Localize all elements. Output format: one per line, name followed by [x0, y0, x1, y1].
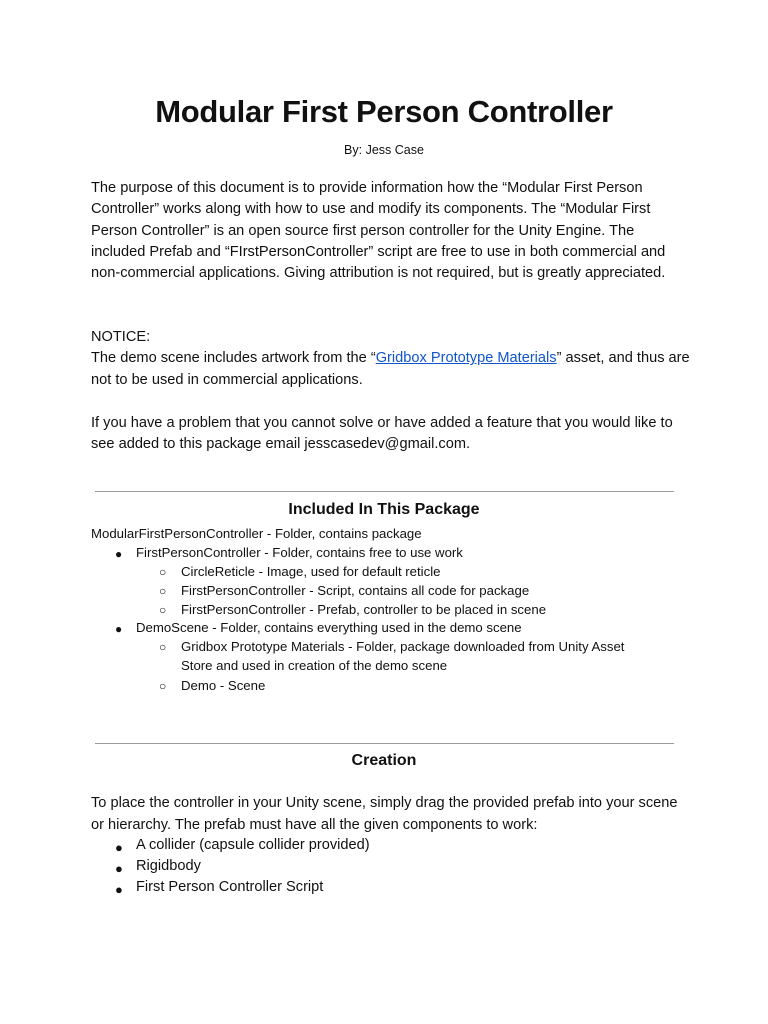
creation-heading: Creation: [351, 752, 417, 769]
document-title: Modular First Person Controller: [155, 94, 613, 129]
section-divider: [95, 491, 674, 492]
purpose-paragraph: The purpose of this document is to provide information how the “Modular First Person Controller” works along with how to use and modify its components. The “Modular First Person Controller” is an open source first person controller for the Unity Engine. The included Prefab and “FIrstPersonController” script are free to use in both commercial and non-commercial applications. Giving attribution is not required, but is greatly appreciated.: [91, 180, 666, 282]
filled-bullet-icon: ●: [115, 840, 123, 855]
filled-bullet-icon: ●: [115, 547, 123, 561]
hollow-bullet-icon: ○: [159, 565, 167, 579]
filled-bullet-icon: ●: [115, 882, 123, 897]
list-item-text-continued: Store and used in creation of the demo scene: [181, 658, 448, 673]
hollow-bullet-icon: ○: [159, 679, 167, 693]
list-item-text: A collider (capsule collider provided): [136, 837, 370, 853]
filled-bullet-icon: ●: [115, 861, 123, 876]
hollow-bullet-icon: ○: [159, 640, 167, 654]
package-root-line: ModularFirstPersonController - Folder, contains package: [91, 526, 422, 541]
notice-label: NOTICE:: [91, 329, 151, 345]
list-item-text: Gridbox Prototype Materials - Folder, package downloaded from Unity Asset: [181, 639, 625, 654]
list-item-text: CircleReticle - Image, used for default reticle: [181, 564, 441, 579]
list-item-text: FirstPersonController - Prefab, controller to be placed in scene: [181, 602, 547, 617]
notice-text-after-link: ” asset, and thus are not to be used in commercial applications.: [91, 350, 690, 388]
list-item-text: FirstPersonController - Script, contains all code for package: [181, 583, 530, 598]
list-item-text: Rigidbody: [136, 858, 201, 874]
included-heading: Included In This Package: [288, 501, 480, 518]
list-item-text: First Person Controller Script: [136, 879, 324, 895]
list-item-text: DemoScene - Folder, contains everything used in the demo scene: [136, 620, 522, 635]
list-item-text: FirstPersonController - Folder, contains free to use work: [136, 545, 463, 560]
hollow-bullet-icon: ○: [159, 584, 167, 598]
list-item-text: Demo - Scene: [181, 678, 266, 693]
hollow-bullet-icon: ○: [159, 603, 167, 617]
notice-text-before-link: The demo scene includes artwork from the “: [91, 350, 376, 367]
gridbox-materials-link[interactable]: Gridbox Prototype Materials: [375, 350, 557, 367]
creation-intro-paragraph: To place the controller in your Unity scene, simply drag the provided prefab into your scene or hierarchy. The prefab must have all the given components to work:: [91, 795, 678, 833]
notice-paragraph: [91, 327, 691, 391]
author-byline: By: Jess Case: [344, 143, 424, 157]
problem-paragraph: If you have a problem that you cannot solve or have added a feature that you would like to see added to this package email jesscasedev@gmail.com.: [91, 415, 673, 453]
section-divider: [95, 743, 674, 744]
filled-bullet-icon: ●: [115, 622, 123, 636]
